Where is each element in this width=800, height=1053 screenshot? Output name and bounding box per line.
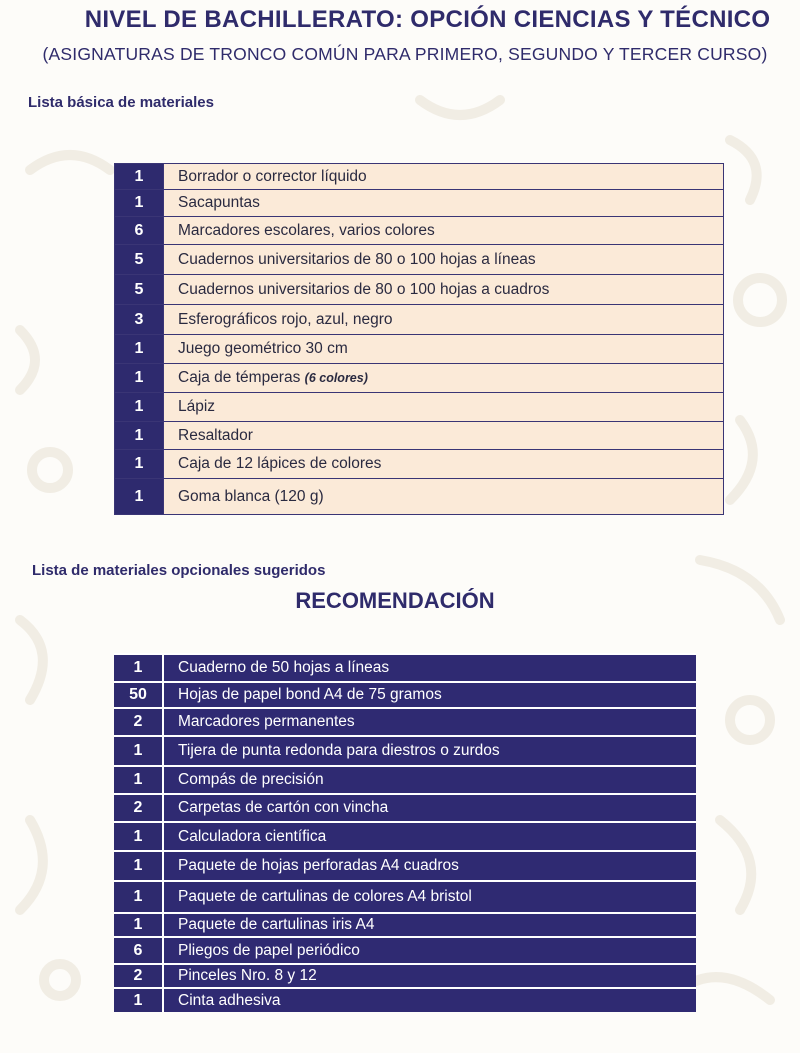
item-quantity: 1 bbox=[115, 479, 164, 515]
item-description: Marcadores escolares, varios colores bbox=[164, 217, 724, 245]
item-description: Cuaderno de 50 hojas a líneas bbox=[163, 654, 696, 682]
item-quantity: 2 bbox=[114, 708, 163, 736]
item-quantity: 1 bbox=[114, 766, 163, 794]
table-row bbox=[115, 364, 724, 393]
item-description: Hojas de papel bond A4 de 75 gramos bbox=[163, 682, 696, 708]
item-description: Sacapuntas bbox=[164, 190, 724, 217]
table-row bbox=[115, 275, 724, 305]
item-description: Paquete de hojas perforadas A4 cuadros bbox=[163, 851, 696, 881]
page-title: NIVEL DE BACHILLERATO: OPCIÓN CIENCIAS Y TÉCNICO bbox=[84, 6, 771, 33]
item-description: Pinceles Nro. 8 y 12 bbox=[163, 964, 696, 988]
table-row bbox=[115, 164, 724, 190]
item-quantity: 2 bbox=[114, 964, 163, 988]
table-row bbox=[114, 851, 696, 881]
table-row bbox=[115, 335, 724, 364]
table-row bbox=[114, 766, 696, 794]
item-description bbox=[164, 364, 724, 393]
item-quantity: 1 bbox=[115, 164, 164, 190]
table-row bbox=[115, 422, 724, 450]
table-row bbox=[115, 217, 724, 245]
item-description: Resaltador bbox=[164, 422, 724, 450]
table-row bbox=[114, 682, 696, 708]
item-quantity: 1 bbox=[114, 822, 163, 851]
table-row bbox=[115, 450, 724, 479]
table-row bbox=[114, 654, 696, 682]
item-quantity: 1 bbox=[115, 335, 164, 364]
item-description: Borrador o corrector líquido bbox=[164, 164, 724, 190]
optional-materials-table bbox=[114, 653, 696, 1012]
item-quantity: 1 bbox=[114, 851, 163, 881]
item-description: Goma blanca (120 g) bbox=[164, 479, 724, 515]
item-quantity: 2 bbox=[114, 794, 163, 822]
table-row bbox=[114, 822, 696, 851]
item-quantity: 5 bbox=[115, 245, 164, 275]
item-description: Marcadores permanentes bbox=[163, 708, 696, 736]
table-row bbox=[115, 305, 724, 335]
item-description: Cuadernos universitarios de 80 o 100 hojas a cuadros bbox=[164, 275, 724, 305]
item-description: Esferográficos rojo, azul, negro bbox=[164, 305, 724, 335]
table-row bbox=[114, 736, 696, 766]
item-quantity: 1 bbox=[115, 422, 164, 450]
item-quantity: 5 bbox=[115, 275, 164, 305]
item-description: Lápiz bbox=[164, 393, 724, 422]
table-row bbox=[114, 881, 696, 913]
item-quantity: 1 bbox=[114, 881, 163, 913]
table-row bbox=[114, 794, 696, 822]
item-quantity: 1 bbox=[114, 988, 163, 1012]
table-row bbox=[114, 988, 696, 1012]
table-row bbox=[115, 245, 724, 275]
item-description: Juego geométrico 30 cm bbox=[164, 335, 724, 364]
item-text: Caja de témperas bbox=[178, 369, 305, 386]
basic-materials-table bbox=[114, 163, 724, 515]
table-row bbox=[115, 190, 724, 217]
item-quantity: 3 bbox=[115, 305, 164, 335]
item-quantity: 1 bbox=[115, 450, 164, 479]
item-description: Cuadernos universitarios de 80 o 100 hojas a líneas bbox=[164, 245, 724, 275]
item-description: Paquete de cartulinas de colores A4 bristol bbox=[163, 881, 696, 913]
item-description: Carpetas de cartón con vincha bbox=[163, 794, 696, 822]
item-description: Caja de 12 lápices de colores bbox=[164, 450, 724, 479]
item-quantity: 1 bbox=[114, 736, 163, 766]
recommendation-heading: RECOMENDACIÓN bbox=[295, 588, 495, 613]
item-quantity: 50 bbox=[114, 682, 163, 708]
item-note: (6 colores) bbox=[304, 371, 368, 385]
table-row bbox=[114, 913, 696, 937]
item-description: Cinta adhesiva bbox=[163, 988, 696, 1012]
item-description: Pliegos de papel periódico bbox=[163, 937, 696, 964]
optional-list-label: Lista de materiales opcionales sugeridos bbox=[32, 562, 326, 579]
table-row bbox=[114, 937, 696, 964]
item-quantity: 1 bbox=[115, 364, 164, 393]
item-quantity: 6 bbox=[114, 937, 163, 964]
table-row bbox=[115, 393, 724, 422]
table-row bbox=[114, 708, 696, 736]
page-subtitle: (ASIGNATURAS DE TRONCO COMÚN PARA PRIMERO, SEGUNDO Y TERCER CURSO) bbox=[42, 44, 768, 64]
item-quantity: 1 bbox=[115, 393, 164, 422]
item-quantity: 1 bbox=[115, 190, 164, 217]
item-description: Paquete de cartulinas iris A4 bbox=[163, 913, 696, 937]
item-quantity: 6 bbox=[115, 217, 164, 245]
item-quantity: 1 bbox=[114, 913, 163, 937]
item-description: Compás de precisión bbox=[163, 766, 696, 794]
item-description: Tijera de punta redonda para diestros o zurdos bbox=[163, 736, 696, 766]
table-row bbox=[115, 479, 724, 515]
item-quantity: 1 bbox=[114, 654, 163, 682]
basic-list-label: Lista básica de materiales bbox=[28, 94, 214, 111]
item-description: Calculadora científica bbox=[163, 822, 696, 851]
table-row bbox=[114, 964, 696, 988]
